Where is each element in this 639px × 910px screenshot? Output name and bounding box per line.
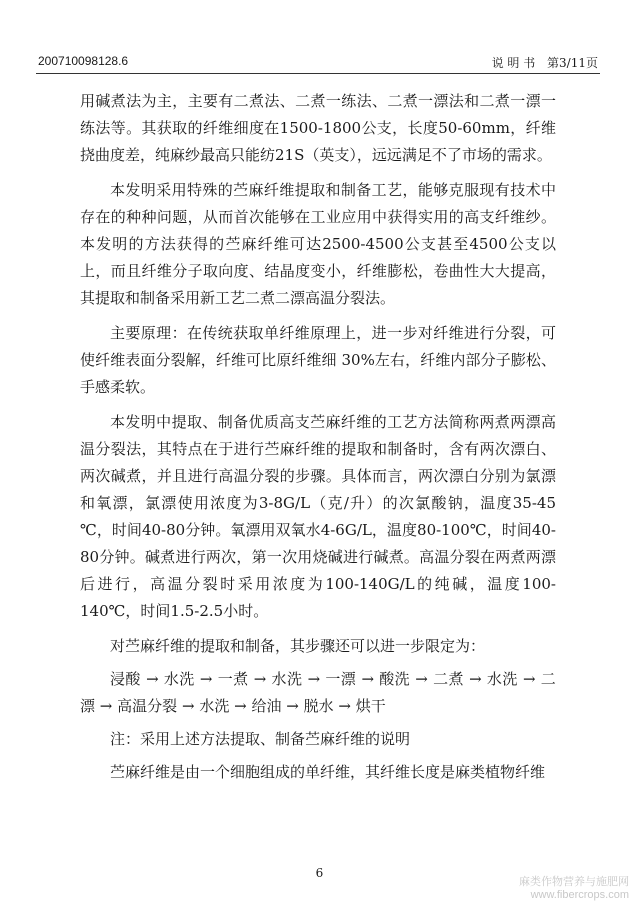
process-step: 二漂 xyxy=(80,670,556,715)
process-step: 烘干 xyxy=(355,697,386,715)
header-rule xyxy=(36,73,600,74)
page-number: 6 xyxy=(315,866,324,880)
process-step: 一煮 xyxy=(217,670,249,688)
process-step: 给油 xyxy=(251,697,282,715)
process-step: 浸酸 xyxy=(110,670,141,688)
process-step: 水洗 xyxy=(486,670,518,688)
process-step: 二煮 xyxy=(433,670,464,688)
arrow-icon: → xyxy=(181,697,195,715)
paragraph-1: 用碱煮法为主，主要有二煮法、二煮一练法、二煮一漂法和二煮一漂一练法等。其获取的纤维细度在1500-1800公支，长度50-60mm，纤维挠曲度差，纯麻纱最高只能纺21S（英支），远远满足不了市场的需求。 xyxy=(80,92,556,164)
process-step: 一漂 xyxy=(325,670,357,688)
note: 注：采用上述方法提取、制备苎麻纤维的说明 xyxy=(110,730,411,748)
arrow-icon: → xyxy=(307,670,321,688)
paragraph-4: 本发明中提取、制备优质高支苎麻纤维的工艺方法简称两煮两漂高温分裂法，其特点在于进行苎麻纤维的提取和制备时，含有两次漂白、两次碱煮，并且进行高温分裂的步骤。具体而言，两次漂白分别为氯漂和氧漂，氯漂使用浓度为3-8G/L（克/升）的次氯酸钠，温度35-45 ℃，时间40-80分钟。氧漂用双氧水4-6G/L，温度80-100℃，时间40-80分钟。碱煮进行两次，第一次用烧碱进行碱煮。高温分裂在两煮两漂后进行，高温分裂时采用浓度为100-140G/L的纯碱，温度100-140℃，时间1.5-2.5小时。 xyxy=(80,413,556,620)
paragraph-3: 主要原理：在传统获取单纤维原理上，进一步对纤维进行分裂，可使纤维表面分裂解，纤维可比原纤维细 30%左右，纤维内部分子膨松、手感柔软。 xyxy=(80,324,556,396)
arrow-icon: → xyxy=(99,697,113,715)
arrow-icon: → xyxy=(469,670,482,688)
arrow-icon: → xyxy=(199,670,213,688)
process-step: 水洗 xyxy=(199,697,230,715)
application-number: 200710098128.6 xyxy=(38,54,129,68)
arrow-icon: → xyxy=(361,670,375,688)
page-header xyxy=(38,54,598,74)
doc-type: 说 明 书 xyxy=(491,56,536,70)
process-step: 酸洗 xyxy=(379,670,411,688)
page-info: 第3/11页 xyxy=(547,56,598,70)
arrow-icon: → xyxy=(522,670,536,688)
process-step: 水洗 xyxy=(163,670,195,688)
arrow-icon: → xyxy=(146,670,159,688)
watermark-line-1: 麻类作物营养与施肥网 xyxy=(519,876,629,888)
process-step: 脱水 xyxy=(303,697,334,715)
document-body xyxy=(80,88,556,786)
watermark-line-2: www.fibercrops.com xyxy=(530,889,629,901)
arrow-icon: → xyxy=(234,697,247,715)
process-step: 水洗 xyxy=(271,670,303,688)
arrow-icon: → xyxy=(415,670,428,688)
header-right xyxy=(484,54,598,71)
paragraph-2: 本发明采用特殊的苎麻纤维提取和制备工艺，能够克服现有技术中存在的种种问题，从而首次能够在工业应用中获得实用的高支纤维纱。本发明的方法获得的苎麻纤维可达2500-4500公支甚至4500公支以上，而且纤维分子取向度、结晶度变小，纤维膨松，卷曲性大大提高，其提取和制备采用新工艺二煮二漂高温分裂法。 xyxy=(80,181,556,307)
last-paragraph: 苎麻纤维是由一个细胞组成的单纤维，其纤维长度是麻类植物纤维 xyxy=(110,763,546,781)
arrow-icon: → xyxy=(286,697,299,715)
watermark xyxy=(519,876,629,902)
arrow-icon: → xyxy=(338,697,351,715)
arrow-icon: → xyxy=(253,670,267,688)
paragraph-5: 对苎麻纤维的提取和制备，其步骤还可以进一步限定为： xyxy=(110,637,486,655)
process-step: 高温分裂 xyxy=(117,697,178,715)
process-flow xyxy=(80,666,556,720)
